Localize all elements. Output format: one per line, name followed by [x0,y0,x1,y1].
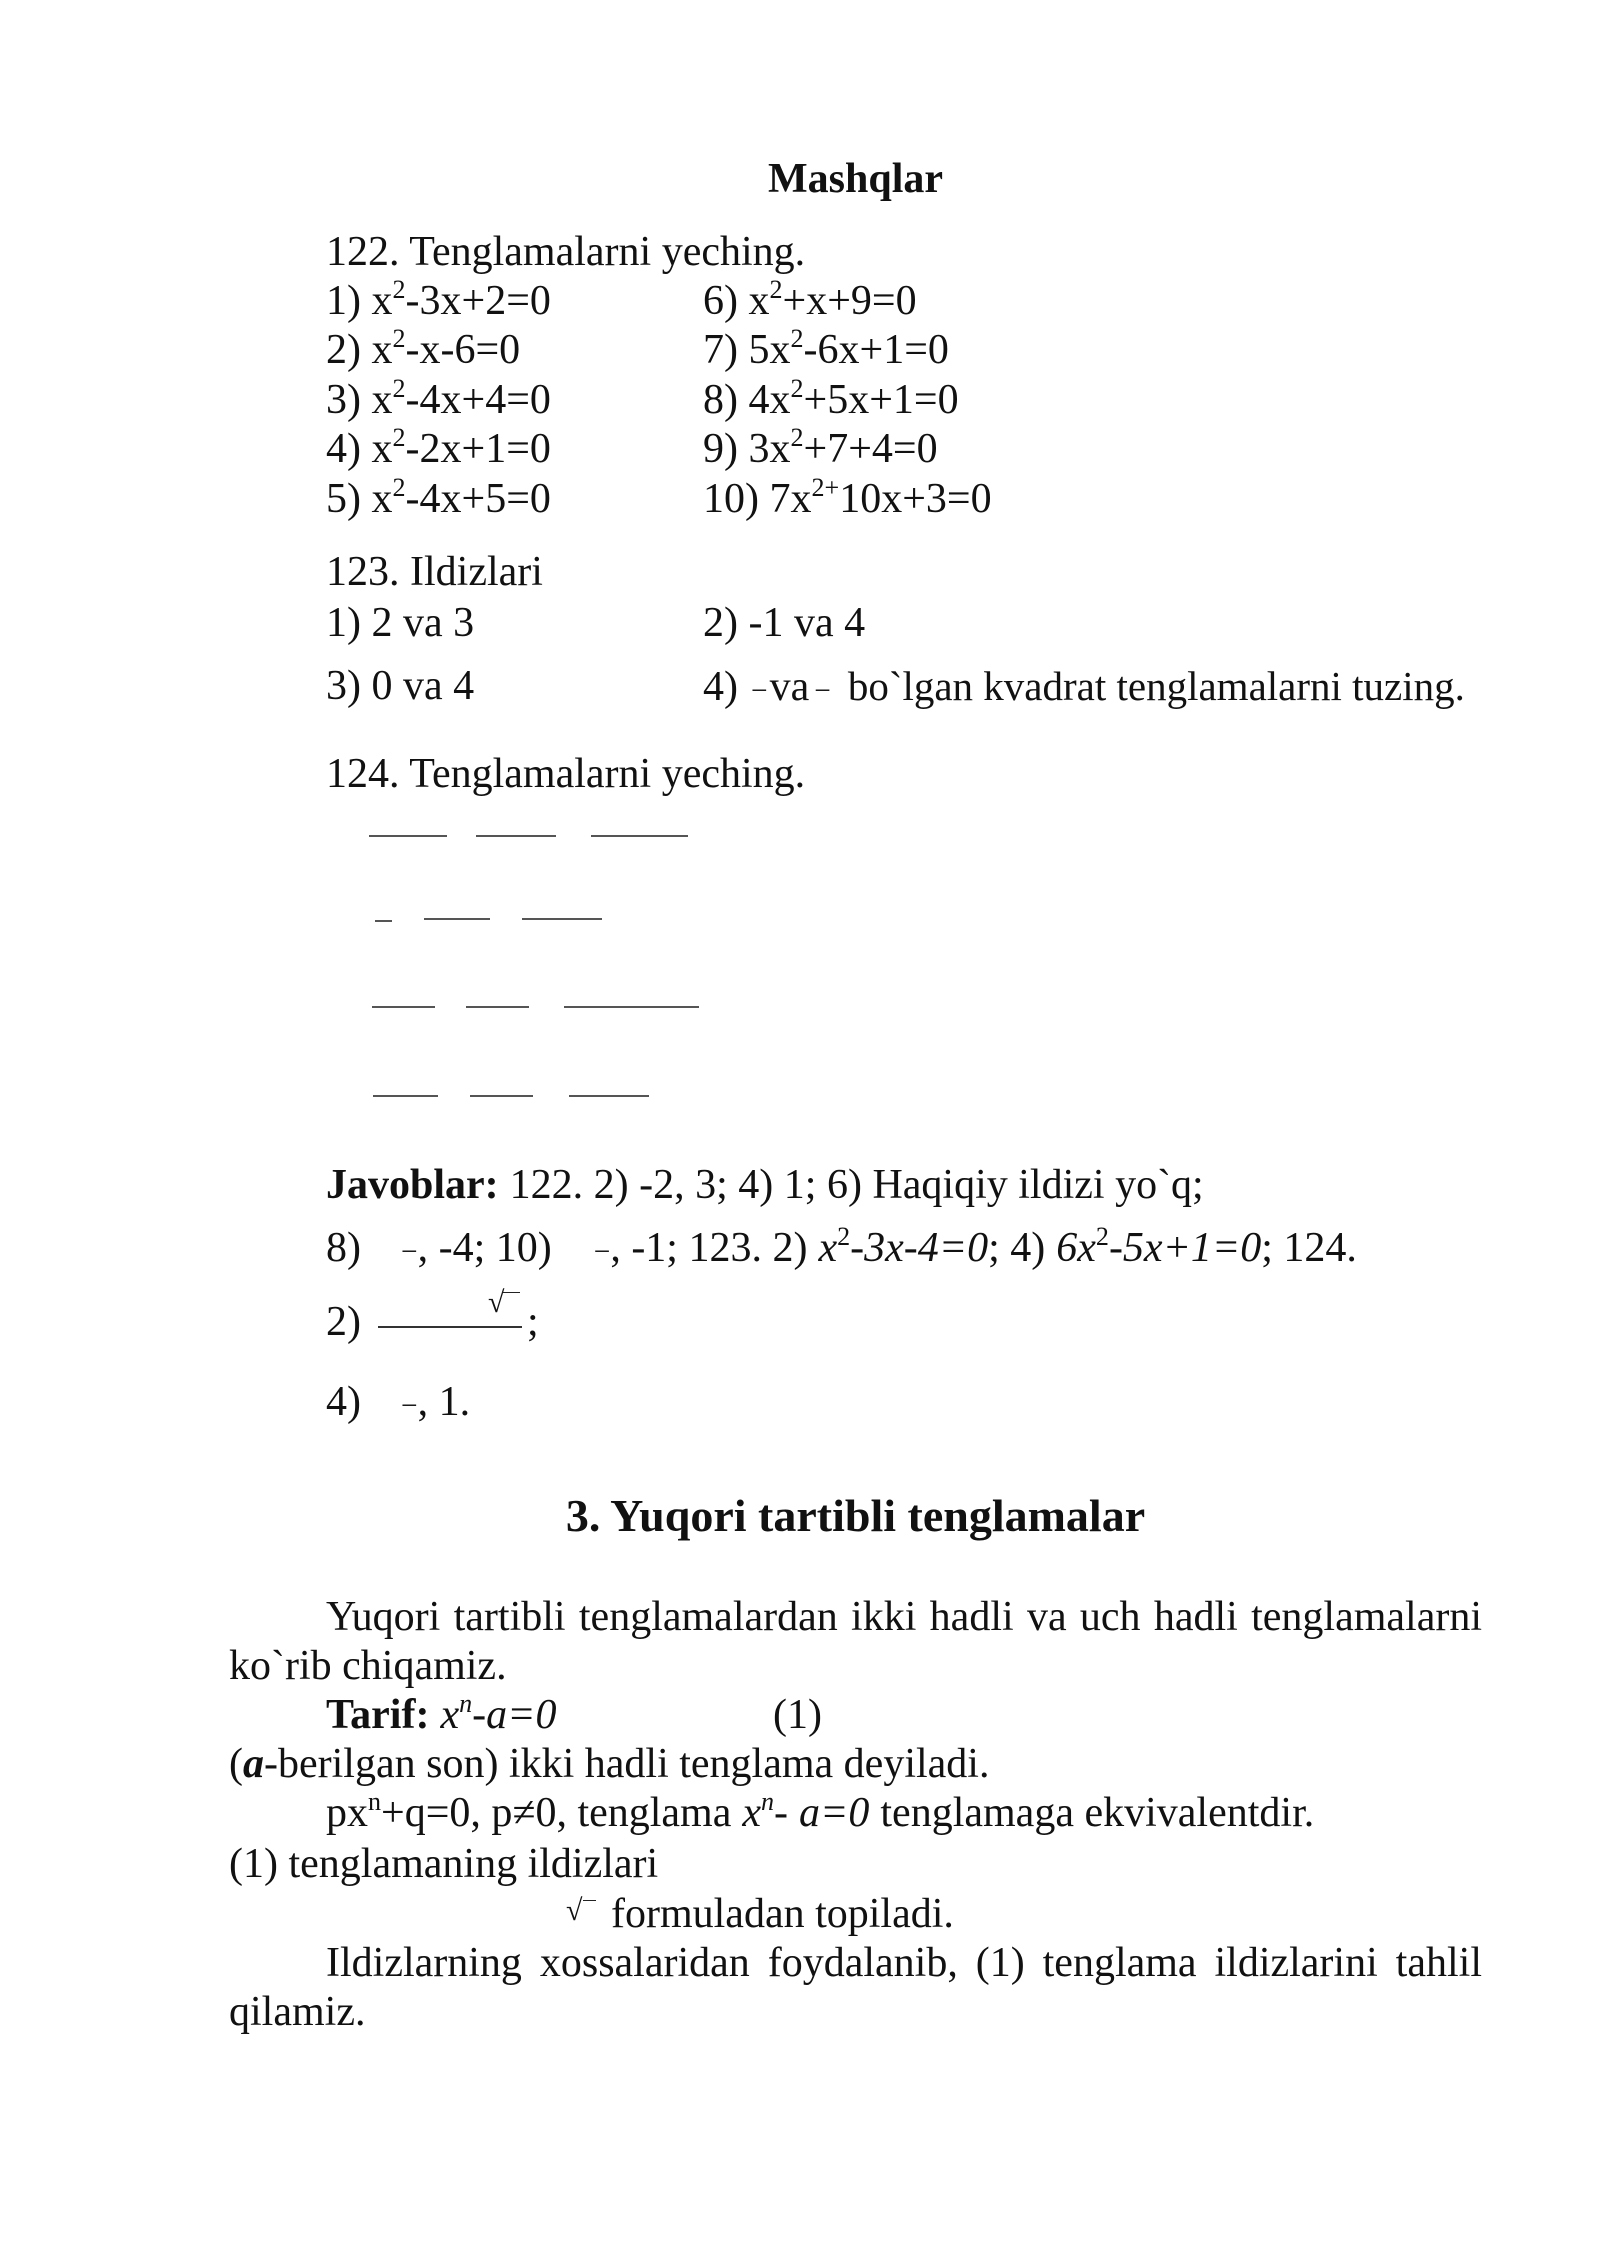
paragraph-1-line-1: Yuqori tartibli tenglamalardan ikki hadli va uch hadli tenglamalarni [326,1594,1482,1640]
equivalence-text: tenglamaga ekvivalentdir. [880,1790,1315,1836]
exercise-122-heading: 122. Tenglamalarni yeching. [326,229,806,275]
fraction-bar [466,1006,529,1008]
exponent: 2 [790,323,804,353]
equation-rest: +5x+1=0 [803,377,959,423]
item-number: 4) [703,664,738,710]
answer-segment: , -4; 10) [417,1225,552,1271]
equation-prefix: 9) 3x [703,426,791,472]
exercise-124-heading: 124. Tenglamalarni yeching. [326,751,806,797]
equation-rest: -3x-4=0 [850,1225,989,1271]
definition-line [326,1688,557,1740]
fraction-bar [591,835,688,837]
exercise-122-item-9 [703,422,938,474]
task-text: bo`lgan kvadrat tenglamalarni tuzing. [847,663,1465,709]
paragraph-2-line-2: qilamiz. [229,1989,366,2035]
equation-variable: x [742,1790,762,1836]
fraction-bar [372,1006,435,1008]
exponent: 2 [790,422,804,452]
exponent: 2 [1095,1221,1109,1251]
equation-rest: -3x+2=0 [405,278,551,324]
equation-prefix: 8) 4x [703,377,791,423]
exponent: 2 [392,373,406,403]
answers-text: 122. 2) -2, 3; 4) 1; 6) Haqiqiy ildizi yo`q; [509,1162,1204,1208]
exponent: 2 [837,1221,851,1251]
exponent: 2 [790,373,804,403]
fraction-bar [476,835,556,837]
answer-segment: 4) [326,1379,361,1425]
answers-line-1 [326,1161,1204,1210]
equation-prefix: 5) x [326,476,393,522]
exercise-122-item-1 [326,274,551,326]
fraction-bar [470,1095,533,1097]
exponent: n [368,1786,382,1816]
note-text: -berilgan son) ikki hadli tenglama deyiladi. [264,1741,990,1787]
square-root-symbol: √ [566,1894,583,1927]
paragraph-2-line-1: Ildizlarning xossalaridan foydalanib, (1) tenglama ildizlarini tahlil [326,1940,1482,1986]
equivalence-text: +q=0, p≠0, tenglama [381,1790,732,1836]
fraction-bar [564,1006,699,1008]
conjunction: va [769,664,810,710]
equation-prefix: px [326,1790,368,1836]
minus-sign: − [814,675,831,707]
answer-segment: 8) [326,1225,361,1271]
fraction-bar [569,1095,649,1097]
answers-label: Javoblar: [326,1162,499,1208]
exercise-122-item-7 [703,323,949,375]
answers-line-4 [326,1378,470,1427]
definition-label: Tarif: [326,1692,430,1738]
variable-a: a [243,1741,264,1787]
answers-line-3-end: ; [527,1299,539,1345]
minus-sign: − [593,1236,611,1268]
fraction-bar [378,1326,522,1328]
exponent: 2 [392,323,406,353]
formula-text: formuladan topiladi. [611,1891,954,1937]
exercise-123-item-1: 1) 2 va 3 [326,600,475,646]
exercise-122-item-8 [703,373,959,425]
fraction-bar [424,918,490,920]
minus-sign: - [774,1790,789,1836]
equation-prefix: 6) x [703,278,770,324]
definition-note [229,1740,989,1789]
equation-number: (1) [773,1692,822,1738]
exponent: 2 [392,472,406,502]
exponent: 2 [769,274,783,304]
exercise-122-item-2 [326,323,521,375]
answers-line-2 [326,1221,1357,1273]
minus-sign: − [401,1236,418,1268]
exponent: 2+ [811,472,840,502]
equation-rest: +7+4=0 [803,426,938,472]
exercise-123-item-4 [703,662,1465,711]
exponent: 2 [392,274,406,304]
radical-overline [503,1292,520,1293]
answer-segment: ; 124. [1261,1225,1357,1271]
exercise-122-item-5 [326,472,551,524]
equation-rest: +x+9=0 [782,278,917,324]
exercises-title: Mashqlar [767,156,943,202]
exercise-122-item-4 [326,422,551,474]
answer-segment: , -1; 123. 2) [610,1225,808,1271]
square-root-symbol: √ [488,1286,505,1319]
exponent: 2 [392,422,406,452]
equation-rest: -5x+1=0 [1108,1225,1262,1271]
equation-rest: -6x+1=0 [803,327,949,373]
equation-prefix: 10) 7x [703,476,812,522]
equation-rest: a=0 [799,1790,870,1836]
exercise-122-item-6 [703,274,917,326]
paragraph-1-line-2: ko`rib chiqamiz. [229,1643,507,1689]
equation-rest: 10x+3=0 [839,476,992,522]
answer-segment: , 1. [417,1379,471,1425]
radical-overline [583,1900,596,1901]
exercise-123-heading: 123. Ildizlari [326,549,543,595]
exercise-122-item-10 [703,472,992,524]
exercise-123-item-2: 2) -1 va 4 [703,600,866,646]
fraction-bar [375,920,392,922]
equation-variable: x [818,1225,838,1271]
equation-prefix: 1) x [326,278,393,324]
equation-prefix: 2) x [326,327,393,373]
minus-sign: − [401,1390,418,1422]
exponent: n [459,1688,473,1718]
equation-rest: -4x+5=0 [405,476,551,522]
answer-segment: ; 4) [988,1225,1046,1271]
exponent: n [761,1786,775,1816]
equation-rest: -x-6=0 [405,327,521,373]
exercise-123-item-3: 3) 0 va 4 [326,663,475,709]
minus-sign: − [751,675,768,707]
equation-prefix: 4) x [326,426,393,472]
fraction-bar [373,1095,438,1097]
equation-prefix: 7) 5x [703,327,791,373]
exercise-122-item-3 [326,373,551,425]
equivalence-line [326,1786,1315,1838]
roots-intro: (1) tenglamaning ildizlari [229,1841,659,1887]
fraction-bar [369,835,447,837]
fraction-bar [522,918,602,920]
equation-rest: -2x+1=0 [405,426,551,472]
equation-variable: 6x [1056,1225,1096,1271]
equation-rest: -4x+4=0 [405,377,551,423]
equation-rest: -a=0 [472,1692,557,1738]
equation-prefix: 3) x [326,377,393,423]
section-heading: 3. Yuqori tartibli tenglamalar [565,1490,1146,1541]
answers-line-3-number: 2) [326,1299,361,1345]
paren-open: ( [229,1741,243,1787]
equation-variable: x [440,1692,460,1738]
